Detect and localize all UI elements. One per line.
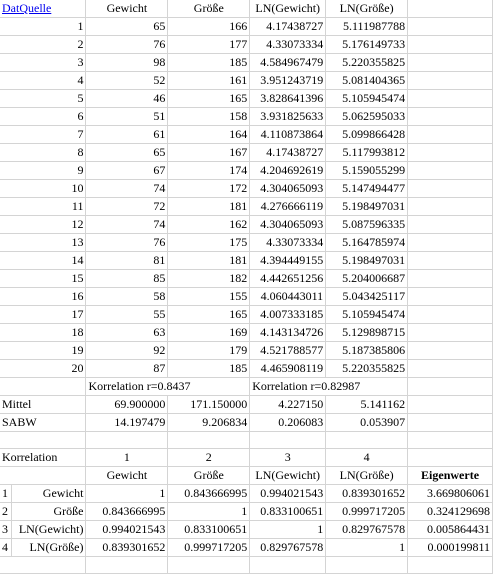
table-row	[0, 180, 493, 198]
row-index[interactable]: 2	[0, 36, 86, 54]
empty-cell[interactable]	[408, 54, 493, 72]
data-cell[interactable]: 174	[168, 162, 250, 180]
table-row	[0, 342, 493, 360]
row-index[interactable]: 15	[0, 270, 86, 288]
empty-cell[interactable]	[408, 216, 493, 234]
korr-row-index[interactable]: 4	[0, 539, 12, 557]
empty-cell[interactable]	[408, 0, 493, 18]
data-cell[interactable]: 4.33073334	[250, 36, 326, 54]
eigenwerte-header[interactable]: Eigenwerte	[408, 467, 493, 485]
eigenwert-value[interactable]: 0.000199811	[408, 539, 493, 557]
data-cell[interactable]: 51	[86, 108, 168, 126]
data-cell[interactable]: 177	[168, 36, 250, 54]
row-index[interactable]: 9	[0, 162, 86, 180]
stats-value[interactable]: 9.206834	[168, 414, 250, 432]
data-cell[interactable]: 3.931825633	[250, 108, 326, 126]
korrelation-header-row	[0, 467, 493, 485]
data-cell[interactable]: 179	[168, 342, 250, 360]
empty-cell[interactable]	[408, 36, 493, 54]
data-cell[interactable]: 164	[168, 126, 250, 144]
row-index[interactable]: 3	[0, 54, 86, 72]
data-cell[interactable]: 74	[86, 216, 168, 234]
empty-cell[interactable]	[86, 432, 168, 449]
row-index[interactable]: 13	[0, 234, 86, 252]
table-row	[0, 90, 493, 108]
data-cell[interactable]: 172	[168, 180, 250, 198]
table-row	[0, 198, 493, 216]
korrelation-label[interactable]: Korrelation	[0, 449, 86, 467]
empty-cell[interactable]	[408, 414, 493, 432]
korr-col-header[interactable]: LN(Größe)	[326, 467, 408, 485]
row-index[interactable]: 1	[0, 18, 86, 36]
header-row	[0, 0, 493, 18]
correlation-note-1[interactable]: Korrelation r=0.8437	[86, 378, 250, 396]
data-cell[interactable]: 76	[86, 36, 168, 54]
empty-cell[interactable]	[326, 557, 408, 574]
korr-value[interactable]: 0.829767578	[326, 521, 408, 539]
col-header-ln-groesse[interactable]: LN(Größe)	[326, 0, 408, 18]
korr-index[interactable]: 4	[326, 449, 408, 467]
row-index[interactable]: 17	[0, 306, 86, 324]
empty-cell[interactable]	[408, 18, 493, 36]
korr-col-header[interactable]: LN(Gewicht)	[250, 467, 326, 485]
data-cell[interactable]: 167	[168, 144, 250, 162]
datquelle-link[interactable]: DatQuelle	[0, 0, 86, 18]
data-cell[interactable]: 5.198497031	[326, 198, 408, 216]
col-header-gewicht[interactable]: Gewicht	[86, 0, 168, 18]
correlation-note-2[interactable]: Korrelation r=0.82987	[250, 378, 408, 396]
table-row	[0, 162, 493, 180]
data-cell[interactable]: 67	[86, 162, 168, 180]
data-cell[interactable]: 165	[168, 306, 250, 324]
eigenwert-value[interactable]: 3.669806061	[408, 485, 493, 503]
korr-value[interactable]: 0.833100651	[168, 521, 250, 539]
empty-cell[interactable]	[408, 432, 493, 449]
korr-matrix-row	[0, 539, 493, 557]
data-cell[interactable]: 85	[86, 270, 168, 288]
korr-row-name[interactable]: Größe	[12, 503, 86, 521]
korr-value[interactable]: 0.994021543	[86, 521, 168, 539]
empty-cell[interactable]	[86, 557, 168, 574]
empty-cell[interactable]	[0, 467, 86, 485]
row-index[interactable]: 18	[0, 324, 86, 342]
data-cell[interactable]: 5.204006687	[326, 270, 408, 288]
korr-col-header[interactable]: Größe	[168, 467, 250, 485]
table-row	[0, 126, 493, 144]
data-cell[interactable]: 3.951243719	[250, 72, 326, 90]
data-cell[interactable]: 65	[86, 144, 168, 162]
data-cell[interactable]: 92	[86, 342, 168, 360]
row-index[interactable]: 7	[0, 126, 86, 144]
stats-label[interactable]: SABW	[0, 414, 86, 432]
stats-value[interactable]: 0.206083	[250, 414, 326, 432]
data-cell[interactable]: 5.187385806	[326, 342, 408, 360]
stats-value[interactable]: 0.053907	[326, 414, 408, 432]
empty-cell[interactable]	[408, 306, 493, 324]
empty-cell[interactable]	[0, 557, 86, 574]
data-cell[interactable]: 4.584967479	[250, 54, 326, 72]
row-index[interactable]: 8	[0, 144, 86, 162]
data-cell[interactable]: 185	[168, 54, 250, 72]
korr-value[interactable]: 0.994021543	[250, 485, 326, 503]
data-cell[interactable]: 4.442651256	[250, 270, 326, 288]
blank-row	[0, 557, 493, 574]
table-row	[0, 36, 493, 54]
data-cell[interactable]: 74	[86, 180, 168, 198]
data-cell[interactable]: 4.204692619	[250, 162, 326, 180]
data-cell[interactable]: 4.394449155	[250, 252, 326, 270]
row-index[interactable]: 11	[0, 198, 86, 216]
row-index[interactable]: 5	[0, 90, 86, 108]
data-cell[interactable]: 4.143134726	[250, 324, 326, 342]
korr-value[interactable]: 0.839301652	[86, 539, 168, 557]
data-cell[interactable]: 5.117993812	[326, 144, 408, 162]
row-index[interactable]: 14	[0, 252, 86, 270]
data-cell[interactable]: 87	[86, 360, 168, 378]
data-cell[interactable]: 175	[168, 234, 250, 252]
data-cell[interactable]: 4.060443011	[250, 288, 326, 306]
stats-value[interactable]: 171.150000	[168, 396, 250, 414]
empty-cell[interactable]	[408, 126, 493, 144]
empty-cell[interactable]	[408, 198, 493, 216]
empty-cell[interactable]	[408, 342, 493, 360]
data-cell[interactable]: 5.043425117	[326, 288, 408, 306]
data-cell[interactable]: 3.828641396	[250, 90, 326, 108]
row-index[interactable]: 6	[0, 108, 86, 126]
empty-cell[interactable]	[408, 90, 493, 108]
table-row	[0, 144, 493, 162]
data-cell[interactable]: 4.304065093	[250, 216, 326, 234]
empty-cell[interactable]	[408, 162, 493, 180]
data-cell[interactable]: 5.087596335	[326, 216, 408, 234]
data-cell[interactable]: 65	[86, 18, 168, 36]
stats-row	[0, 396, 493, 414]
data-cell[interactable]: 4.304065093	[250, 180, 326, 198]
korr-row-index[interactable]: 2	[0, 503, 12, 521]
data-cell[interactable]: 58	[86, 288, 168, 306]
data-cell[interactable]: 5.220355825	[326, 54, 408, 72]
korr-value[interactable]: 0.999717205	[168, 539, 250, 557]
col-header-ln-gewicht[interactable]: LN(Gewicht)	[250, 0, 326, 18]
korr-value[interactable]: 0.833100651	[250, 503, 326, 521]
stats-value[interactable]: 69.900000	[86, 396, 168, 414]
korrelation-index-row	[0, 449, 493, 467]
data-cell[interactable]: 5.062595033	[326, 108, 408, 126]
row-index[interactable]: 10	[0, 180, 86, 198]
eigenwert-value[interactable]: 0.324129698	[408, 503, 493, 521]
data-cell[interactable]: 155	[168, 288, 250, 306]
row-index[interactable]: 16	[0, 288, 86, 306]
korr-value[interactable]: 1	[250, 521, 326, 539]
data-cell[interactable]: 4.465908119	[250, 360, 326, 378]
korr-value[interactable]: 0.839301652	[326, 485, 408, 503]
data-cell[interactable]: 5.099866428	[326, 126, 408, 144]
data-cell[interactable]: 5.147494477	[326, 180, 408, 198]
korr-row-name[interactable]: Gewicht	[12, 485, 86, 503]
empty-cell[interactable]	[408, 252, 493, 270]
empty-cell[interactable]	[408, 270, 493, 288]
data-cell[interactable]: 5.105945474	[326, 306, 408, 324]
data-cell[interactable]: 63	[86, 324, 168, 342]
korr-value[interactable]: 0.843666995	[168, 485, 250, 503]
data-cell[interactable]: 166	[168, 18, 250, 36]
data-cell[interactable]: 52	[86, 72, 168, 90]
data-cell[interactable]: 182	[168, 270, 250, 288]
empty-cell[interactable]	[408, 557, 493, 574]
data-cell[interactable]: 55	[86, 306, 168, 324]
data-cell[interactable]: 169	[168, 324, 250, 342]
data-cell[interactable]: 4.521788577	[250, 342, 326, 360]
table-row	[0, 288, 493, 306]
blank-row	[0, 432, 493, 449]
empty-cell[interactable]	[250, 557, 326, 574]
data-cell[interactable]: 185	[168, 360, 250, 378]
korr-index[interactable]: 3	[250, 449, 326, 467]
korr-value[interactable]: 1	[86, 485, 168, 503]
data-cell[interactable]: 158	[168, 108, 250, 126]
data-cell[interactable]: 72	[86, 198, 168, 216]
empty-cell[interactable]	[168, 432, 250, 449]
table-row	[0, 216, 493, 234]
data-cell[interactable]: 5.111987788	[326, 18, 408, 36]
row-index[interactable]: 19	[0, 342, 86, 360]
data-cell[interactable]: 98	[86, 54, 168, 72]
empty-cell[interactable]	[408, 396, 493, 414]
stats-value[interactable]: 4.227150	[250, 396, 326, 414]
table-row	[0, 234, 493, 252]
table-row	[0, 54, 493, 72]
data-cell[interactable]: 5.220355825	[326, 360, 408, 378]
table-row	[0, 360, 493, 378]
empty-cell[interactable]	[408, 324, 493, 342]
data-cell[interactable]: 4.007333185	[250, 306, 326, 324]
stats-value[interactable]: 14.197479	[86, 414, 168, 432]
data-cell[interactable]: 161	[168, 72, 250, 90]
data-cell[interactable]: 5.164785974	[326, 234, 408, 252]
table-row	[0, 18, 493, 36]
korr-value[interactable]: 0.843666995	[86, 503, 168, 521]
data-cell[interactable]: 5.129898715	[326, 324, 408, 342]
data-cell[interactable]: 61	[86, 126, 168, 144]
data-cell[interactable]: 4.17438727	[250, 18, 326, 36]
data-cell[interactable]: 5.159055299	[326, 162, 408, 180]
table-row	[0, 270, 493, 288]
empty-cell[interactable]	[168, 557, 250, 574]
data-cell[interactable]: 165	[168, 90, 250, 108]
table-row	[0, 108, 493, 126]
stats-value[interactable]: 5.141162	[326, 396, 408, 414]
table-row	[0, 72, 493, 90]
empty-cell[interactable]	[408, 360, 493, 378]
table-row	[0, 252, 493, 270]
empty-cell[interactable]	[408, 378, 493, 396]
empty-cell[interactable]	[250, 432, 326, 449]
korr-matrix-row	[0, 503, 493, 521]
row-index[interactable]: 20	[0, 360, 86, 378]
korr-matrix-row	[0, 485, 493, 503]
data-cell[interactable]: 5.198497031	[326, 252, 408, 270]
empty-cell[interactable]	[408, 144, 493, 162]
korr-index[interactable]: 1	[86, 449, 168, 467]
data-cell[interactable]: 181	[168, 252, 250, 270]
korr-row-name[interactable]: LN(Gewicht)	[12, 521, 86, 539]
data-cell[interactable]: 46	[86, 90, 168, 108]
data-cell[interactable]: 5.176149733	[326, 36, 408, 54]
data-cell[interactable]: 4.33073334	[250, 234, 326, 252]
empty-cell[interactable]	[408, 180, 493, 198]
empty-cell[interactable]	[408, 234, 493, 252]
empty-cell[interactable]	[408, 108, 493, 126]
empty-cell[interactable]	[408, 72, 493, 90]
empty-cell[interactable]	[408, 288, 493, 306]
korr-row-name[interactable]: LN(Größe)	[12, 539, 86, 557]
eigenwert-value[interactable]: 0.005864431	[408, 521, 493, 539]
korr-value[interactable]: 0.999717205	[326, 503, 408, 521]
empty-cell[interactable]	[408, 449, 493, 467]
row-index[interactable]: 4	[0, 72, 86, 90]
korr-index[interactable]: 2	[168, 449, 250, 467]
data-cell[interactable]: 4.276666119	[250, 198, 326, 216]
data-cell[interactable]: 162	[168, 216, 250, 234]
empty-cell[interactable]	[0, 378, 86, 396]
korr-value[interactable]: 1	[326, 539, 408, 557]
korr-value[interactable]: 0.829767578	[250, 539, 326, 557]
data-cell[interactable]: 181	[168, 198, 250, 216]
data-cell[interactable]: 76	[86, 234, 168, 252]
data-cell[interactable]: 81	[86, 252, 168, 270]
korr-matrix-row	[0, 521, 493, 539]
data-cell[interactable]: 4.17438727	[250, 144, 326, 162]
korr-value[interactable]: 1	[168, 503, 250, 521]
data-cell[interactable]: 4.110873864	[250, 126, 326, 144]
data-cell[interactable]: 5.081404365	[326, 72, 408, 90]
empty-cell[interactable]	[0, 432, 86, 449]
stats-row	[0, 414, 493, 432]
data-cell[interactable]: 5.105945474	[326, 90, 408, 108]
korr-col-header[interactable]: Gewicht	[86, 467, 168, 485]
row-index[interactable]: 12	[0, 216, 86, 234]
col-header-groesse[interactable]: Größe	[168, 0, 250, 18]
stats-label[interactable]: Mittel	[0, 396, 86, 414]
correlation-note-row	[0, 378, 493, 396]
korr-row-index[interactable]: 1	[0, 485, 12, 503]
korr-row-index[interactable]: 3	[0, 521, 12, 539]
table-row	[0, 324, 493, 342]
table-row	[0, 306, 493, 324]
empty-cell[interactable]	[326, 432, 408, 449]
